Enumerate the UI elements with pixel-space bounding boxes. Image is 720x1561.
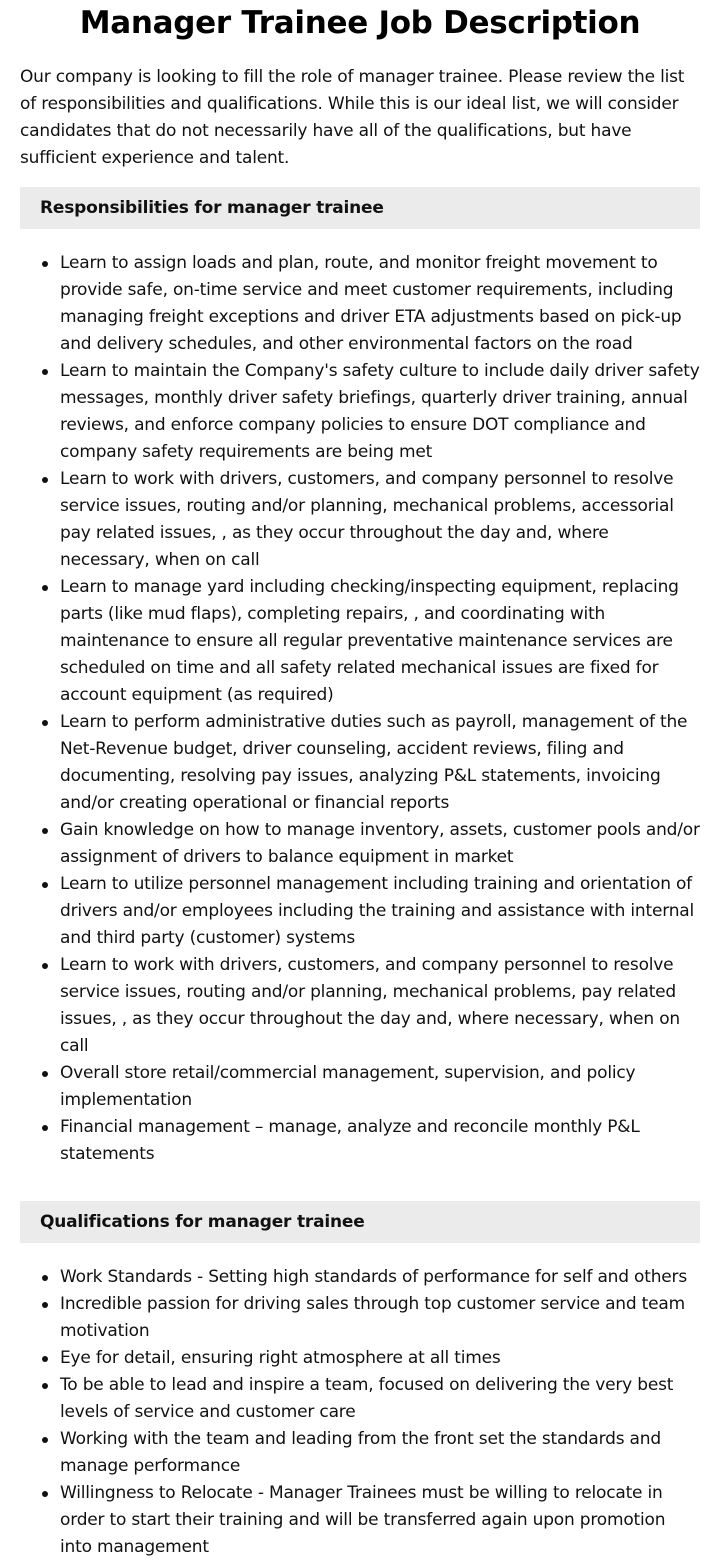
qualifications-heading: Qualifications for manager trainee: [20, 1201, 700, 1243]
list-item: Learn to assign loads and plan, route, and monitor freight movement to provide safe, on-time service and meet customer requirements, including managing freight exceptions and driver ETA adjustments based on pick-up and delivery schedules, and other environmental factors on the road: [60, 250, 700, 358]
responsibilities-heading: Responsibilities for manager trainee: [20, 187, 700, 229]
list-item: Learn to manage yard including checking/inspecting equipment, replacing parts (like mud flaps), completing repairs, , and coordinating with maintenance to ensure all regular preventative maintenance services are scheduled on time and all safety related mechanical issues are fixed for account equipment (as required): [60, 574, 700, 709]
list-item: Learn to work with drivers, customers, and company personnel to resolve service issues, routing and/or planning, mechanical problems, accessorial pay related issues, , as they occur throughout the day and, where necessary, when on call: [60, 466, 700, 574]
list-item: To be able to lead and inspire a team, focused on delivering the very best levels of service and customer care: [60, 1372, 700, 1426]
list-item: Overall store retail/commercial management, supervision, and policy implementation: [60, 1060, 700, 1114]
list-item: Work Standards - Setting high standards of performance for self and others: [60, 1264, 700, 1291]
list-item: Learn to utilize personnel management including training and orientation of drivers and/or employees including the training and assistance with internal and third party (customer) systems: [60, 871, 700, 952]
list-item: Gain knowledge on how to manage inventory, assets, customer pools and/or assignment of drivers to balance equipment in market: [60, 817, 700, 871]
responsibilities-list: [20, 250, 700, 1168]
intro-paragraph: Our company is looking to fill the role of manager trainee. Please review the list of responsibilities and qualifications. While this is our ideal list, we will consider candidates that do not necessarily have all of the qualifications, but have sufficient experience and talent.: [20, 67, 685, 168]
list-item: Incredible passion for driving sales through top customer service and team motivation: [60, 1291, 700, 1345]
page-title: Manager Trainee Job Description: [79, 5, 641, 41]
list-item: Working with the team and leading from the front set the standards and manage performance: [60, 1426, 700, 1480]
list-item: Learn to perform administrative duties such as payroll, management of the Net-Revenue budget, driver counseling, accident reviews, filing and documenting, resolving pay issues, analyzing P&L statements, invoicing and/or creating operational or financial reports: [60, 709, 700, 817]
list-item: Learn to maintain the Company's safety culture to include daily driver safety messages, monthly driver safety briefings, quarterly driver training, annual reviews, and enforce company policies to ensure DOT compliance and company safety requirements are being met: [60, 358, 700, 466]
list-item: Willingness to Relocate - Manager Trainees must be willing to relocate in order to start their training and will be transferred again upon promotion into management: [60, 1480, 700, 1561]
qualifications-list: [20, 1264, 700, 1561]
list-item: Learn to work with drivers, customers, and company personnel to resolve service issues, routing and/or planning, mechanical problems, pay related issues, , as they occur throughout the day and, where necessary, when on call: [60, 952, 700, 1060]
list-item: Financial management – manage, analyze and reconcile monthly P&L statements: [60, 1114, 700, 1168]
list-item: Eye for detail, ensuring right atmosphere at all times: [60, 1345, 700, 1372]
